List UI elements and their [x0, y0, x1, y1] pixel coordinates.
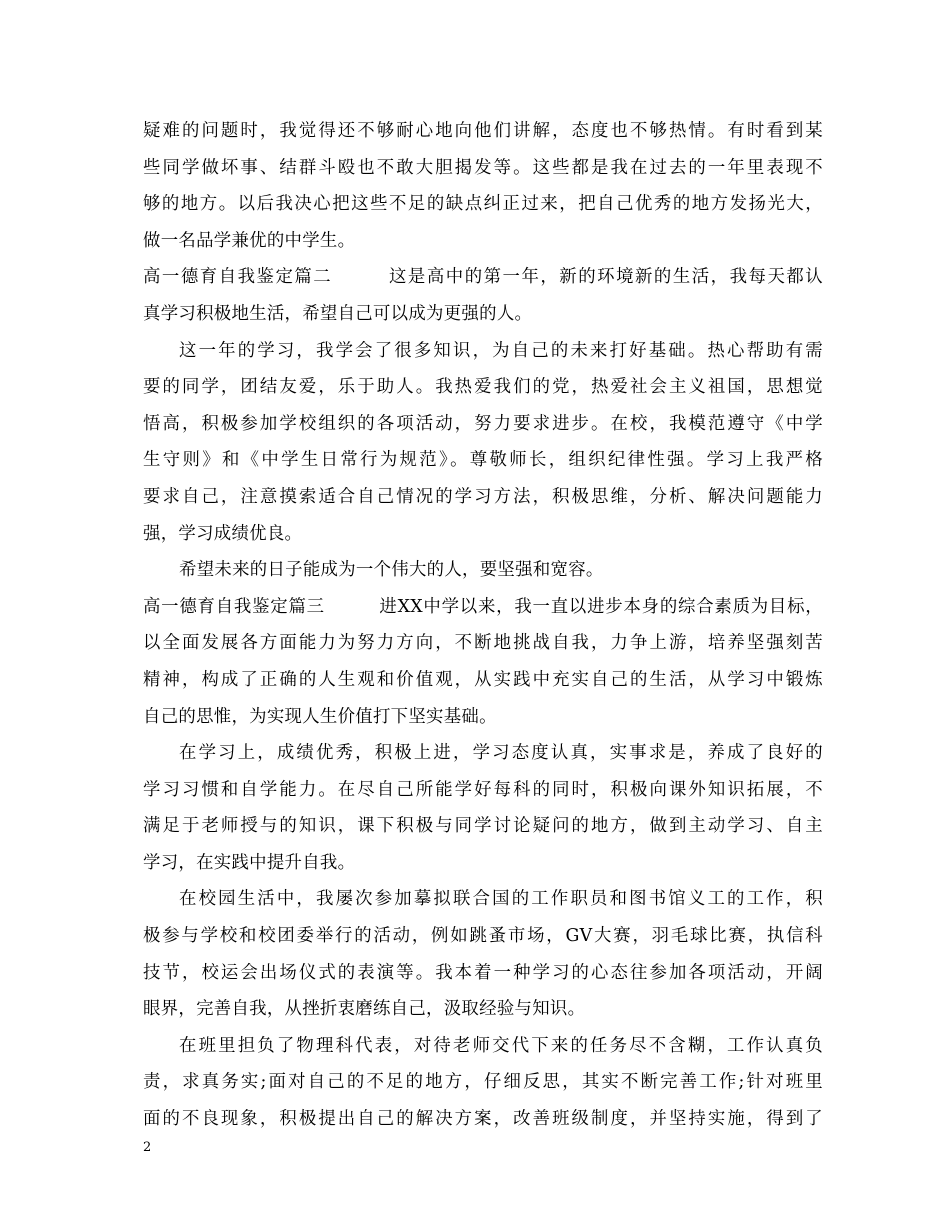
- text-line: 精神，构成了正确的人生观和价值观，从实践中充实自己的生活，从学习中锻炼: [143, 669, 823, 690]
- text-line: 强，学习成绩优良。: [143, 523, 303, 544]
- text-line: 在校园生活中，我屡次参加摹拟联合国的工作职员和图书馆义工的工作，积: [179, 889, 823, 910]
- text-line: 要求自己，注意摸索适合自己情况的学习方法，积极思维，分析、解决问题能力: [143, 486, 823, 507]
- text-line: 学习习惯和自学能力。在尽自己所能学好每科的同时，积极向课外知识拓展，不: [143, 779, 823, 800]
- text-line: 生守则》和《中学生日常行为规范》。尊敬师长，组织纪律性强。学习上我严格: [143, 450, 823, 471]
- text-line: 些同学做坏事、结群斗殴也不敢大胆揭发等。这些都是我在过去的一年里表现不: [143, 157, 823, 178]
- page-number: 2: [143, 1140, 152, 1155]
- text-line: 责，求真务实;面对自己的不足的地方，仔细反思，其实不断完善工作;针对班里: [143, 1072, 823, 1093]
- text-line: 满足于老师授与的知识，课下积极与同学讨论疑问的地方，做到主动学习、自主: [143, 816, 823, 837]
- text-line: 高一德育自我鉴定篇二 这是高中的第一年，新的环境新的生活，我每天都认: [143, 267, 823, 288]
- text-line: 够的地方。以后我决心把这些不足的缺点纠正过来，把自己优秀的地方发扬光大，: [143, 194, 823, 215]
- text-line: 做一名品学兼优的中学生。: [143, 230, 356, 251]
- text-line: 在学习上，成绩优秀，积极上进，学习态度认真，实事求是，养成了良好的: [179, 743, 823, 764]
- text-line: 极参与学校和校团委举行的活动，例如跳蚤市场，GV大赛，羽毛球比赛，执信科: [143, 926, 823, 947]
- document-body: [143, 113, 823, 1138]
- text-line: 以全面发展各方面能力为努力方向，不断地挑战自我，力争上游，培养坚强刻苦: [143, 633, 823, 654]
- text-line: 眼界，完善自我，从挫折衷磨练自己，汲取经验与知识。: [143, 999, 586, 1020]
- text-line: 学习，在实践中提升自我。: [143, 852, 356, 873]
- text-line: 面的不良现象，积极提出自己的解决方案，改善班级制度，并坚持实施，得到了: [143, 1109, 823, 1130]
- text-line: 技节，校运会出场仪式的表演等。我本着一种学习的心态往参加各项活动，开阔: [143, 962, 823, 983]
- text-line: 悟高，积极参加学校组织的各项活动，努力要求进步。在校，我模范遵守《中学: [143, 413, 823, 434]
- text-line: 要的同学，团结友爱，乐于助人。我热爱我们的党，热爱社会主义祖国，思想觉: [143, 377, 823, 398]
- text-line: 疑难的问题时，我觉得还不够耐心地向他们讲解，态度也不够热情。有时看到某: [143, 121, 823, 141]
- text-line: 在班里担负了物理科代表，对待老师交代下来的任务尽不含糊，工作认真负: [179, 1035, 823, 1056]
- text-line: 真学习积极地生活，希望自己可以成为更强的人。: [143, 303, 533, 324]
- text-line: 希望未来的日子能成为一个伟大的人，要坚强和宽容。: [179, 560, 604, 581]
- text-line: 这一年的学习，我学会了很多知识，为自己的未来打好基础。热心帮助有需: [179, 340, 823, 361]
- text-line: 自己的思惟，为实现人生价值打下坚实基础。: [143, 706, 497, 727]
- text-line: 高一德育自我鉴定篇三 进XX中学以来，我一直以进步本身的综合素质为目标，: [143, 596, 823, 617]
